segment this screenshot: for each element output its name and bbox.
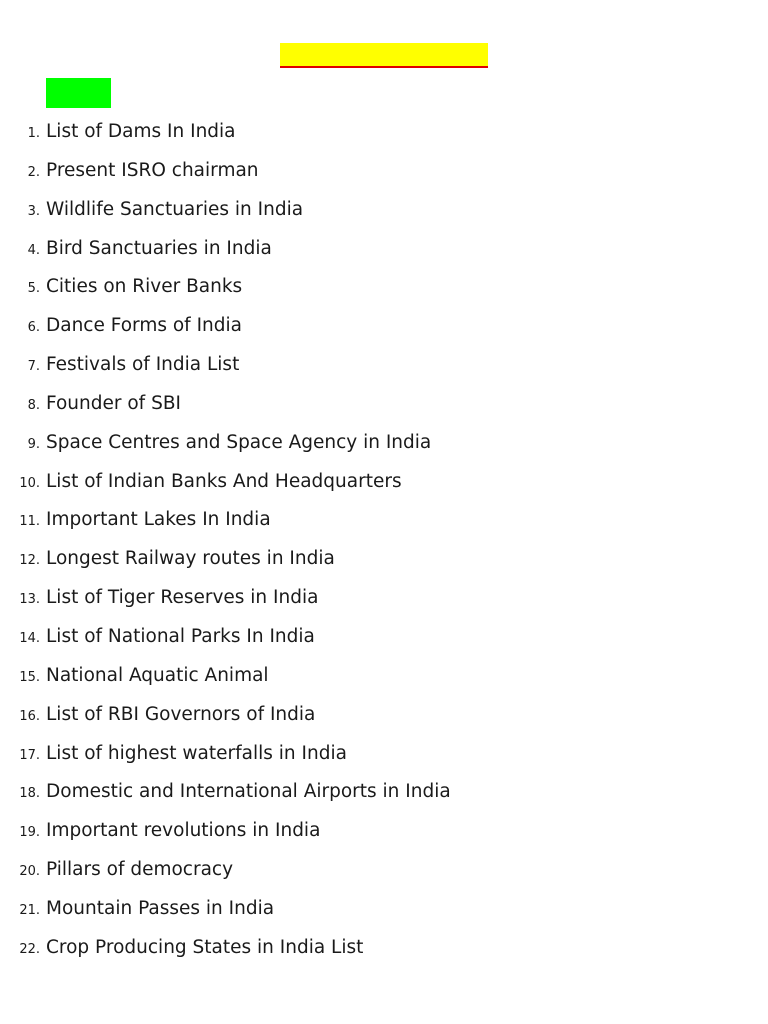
list-item-text[interactable]: Important revolutions in India [46,820,321,842]
list-item-number: 9. [27,436,40,452]
list-item-number: 7. [27,359,40,375]
list-item-text[interactable]: Bird Sanctuaries in India [46,237,272,259]
list-item-number: 3. [27,203,40,219]
list-item-number: 15. [19,669,40,685]
list-item-text[interactable]: Domestic and International Airports in India [46,781,451,803]
list-item-number: 12. [19,553,40,569]
list-item-text[interactable]: Present ISRO chairman [46,159,259,181]
list-item-text[interactable]: List of RBI Governors of India [46,703,316,725]
green-highlight-block [46,78,111,108]
list-item-number: 10. [19,475,40,491]
list-item-number: 18. [19,786,40,802]
list-item-text[interactable]: List of Indian Banks And Headquarters [46,470,402,492]
list-item-number: 22. [19,941,40,957]
list-item-text[interactable]: Important Lakes In India [46,509,271,531]
list-item-text[interactable]: Cities on River Banks [46,276,243,298]
list-item-text[interactable]: List of highest waterfalls in India [46,742,347,764]
list-item-text[interactable]: List of Tiger Reserves in India [46,587,319,609]
list-item-number: 4. [27,242,40,258]
list-item-number: 11. [19,514,40,530]
list-item-number: 16. [19,708,40,724]
list-item-text[interactable]: Crop Producing States in India List [46,936,364,958]
list-item-text[interactable]: List of National Parks In India [46,625,315,647]
list-item-text[interactable]: Dance Forms of India [46,315,242,337]
list-item-number: 19. [19,825,40,841]
list-item-text[interactable]: Space Centres and Space Agency in India [46,431,432,453]
list-item-text[interactable]: Pillars of democracy [46,859,234,881]
title-highlight-bar [280,43,488,68]
list-item-number: 2. [27,164,40,180]
list-item-number: 13. [19,592,40,608]
list-item-text[interactable]: List of Dams In India [46,121,236,142]
list-item-number: 8. [27,397,40,413]
list-item-text[interactable]: National Aquatic Animal [46,664,269,686]
list-item-number: 5. [27,281,40,297]
list-item-text[interactable]: Festivals of India List [46,354,240,376]
list-item-number: 14. [19,630,40,646]
list-item-text[interactable]: Wildlife Sanctuaries in India [46,198,304,220]
list-item-text[interactable]: Longest Railway routes in India [46,548,335,570]
list-item-number: 21. [19,902,40,918]
list-item-text[interactable]: Founder of SBI [46,392,181,414]
list-item-text[interactable]: Mountain Passes in India [46,897,275,919]
list-item-number: 6. [27,320,40,336]
list-item-number: 1. [27,126,40,141]
list-item-number: 17. [19,747,40,763]
list-item-number: 20. [19,864,40,880]
